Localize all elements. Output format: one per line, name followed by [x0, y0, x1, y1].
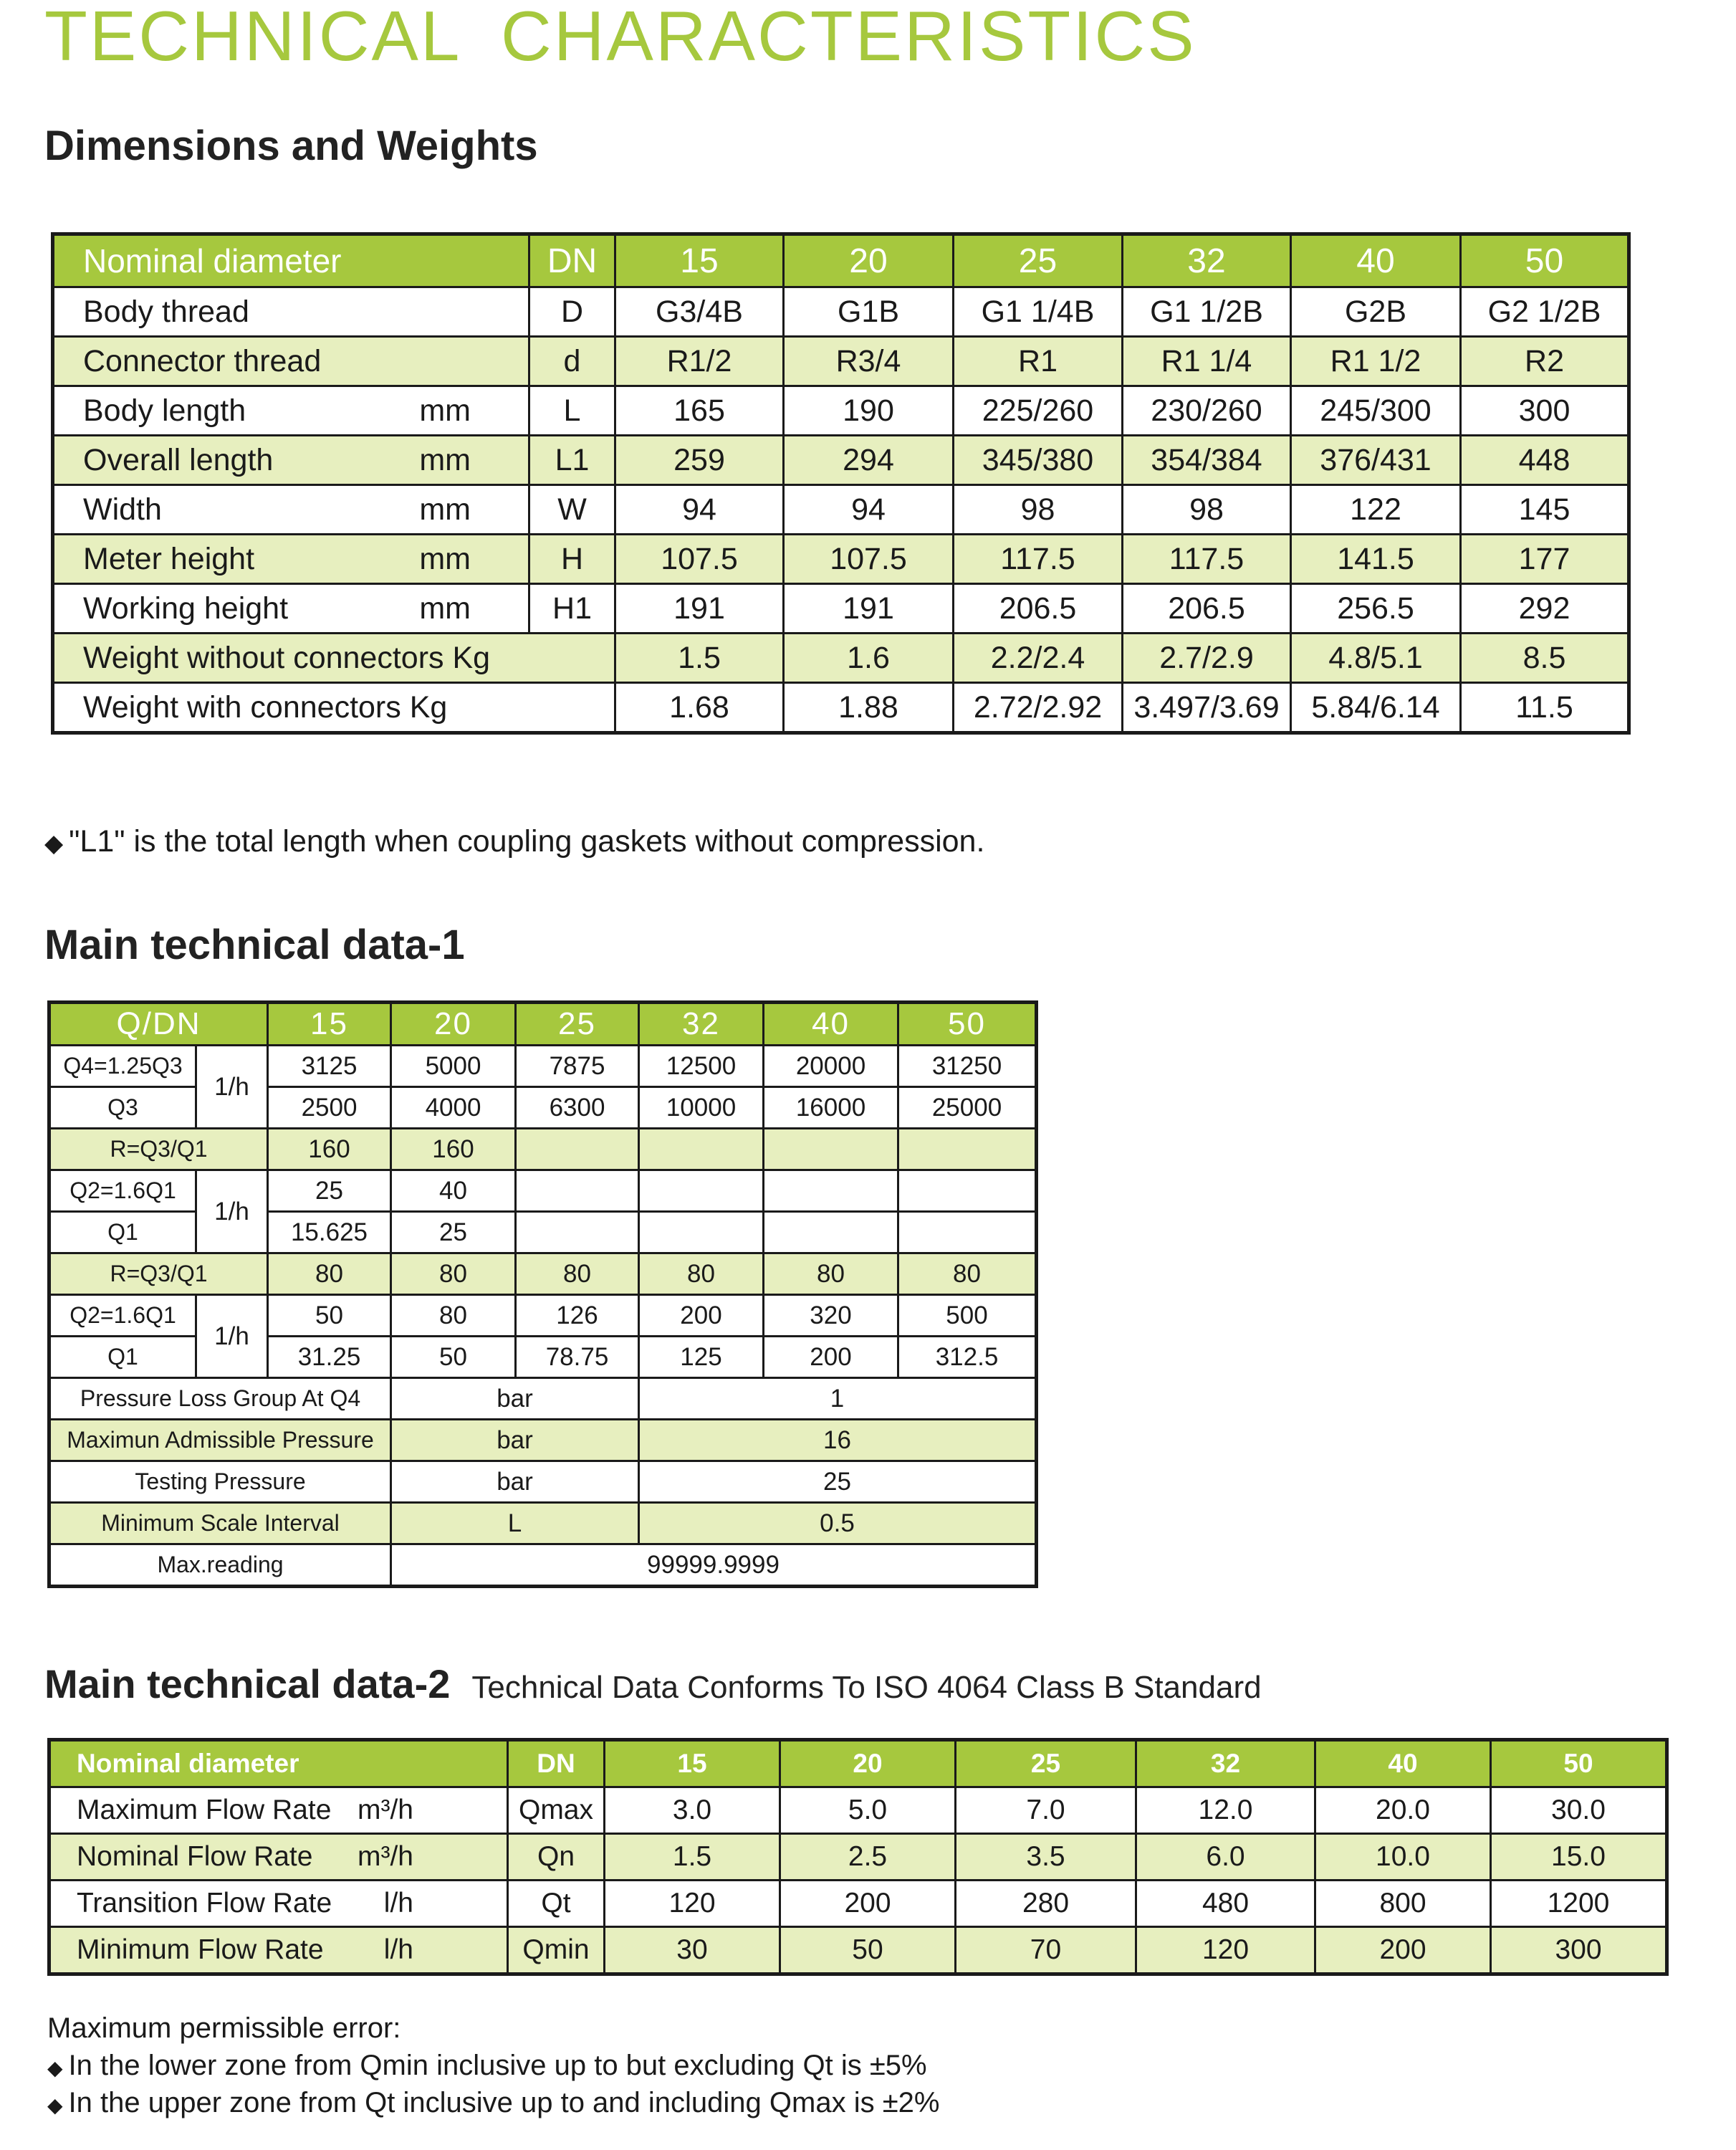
value-cell: R2	[1461, 337, 1629, 386]
value-cell: 25000	[898, 1087, 1037, 1129]
row-label: Working height mm	[53, 584, 529, 634]
value-cell: 126	[516, 1295, 639, 1337]
data2-subtitle: Technical Data Conforms To ISO 4064 Class B Standard	[471, 1670, 1262, 1705]
value-cell: 3125	[268, 1046, 391, 1087]
value-cell: R1/2	[615, 337, 784, 386]
header-cell: 25	[516, 1003, 639, 1046]
value-cell: 200	[764, 1337, 898, 1378]
row-label: Minimum Flow Rate l/h	[49, 1927, 508, 1974]
row-label: Q2=1.6Q1	[49, 1295, 196, 1337]
diamond-bullet-icon: ◆	[44, 830, 64, 857]
value-cell: 98	[1123, 485, 1291, 535]
symbol-cell: Qmin	[508, 1927, 605, 1974]
value-cell: 5000	[391, 1046, 516, 1087]
row-label: Nominal Flow Rate m³/h	[49, 1834, 508, 1881]
value-cell: 259	[615, 436, 784, 485]
value-cell: 12500	[639, 1046, 764, 1087]
header-cell: 40	[1315, 1740, 1491, 1787]
table-row	[49, 1129, 1037, 1170]
value-cell: 2.7/2.9	[1123, 634, 1291, 683]
symbol-cell: D	[529, 287, 615, 337]
value-cell: R1 1/4	[1123, 337, 1291, 386]
value-cell: 117.5	[954, 535, 1123, 584]
value-cell: 256.5	[1291, 584, 1461, 634]
unit-cell: 1/h	[196, 1295, 268, 1378]
symbol-cell: H	[529, 535, 615, 584]
value-cell	[898, 1170, 1037, 1212]
value-cell	[639, 1129, 764, 1170]
value-cell: 120	[605, 1881, 780, 1927]
header-cell: 40	[1291, 234, 1461, 287]
value-cell: 94	[615, 485, 784, 535]
value-cell: 294	[784, 436, 954, 485]
header-cell: 50	[1491, 1740, 1667, 1787]
param-value: 0.5	[639, 1503, 1037, 1544]
error-heading: Maximum permissible error:	[47, 2012, 401, 2044]
value-cell	[898, 1212, 1037, 1253]
data2-heading	[44, 1661, 1262, 1707]
table-row	[53, 436, 1629, 485]
value-cell: 2500	[268, 1087, 391, 1129]
unit-label: l/h	[383, 1888, 413, 1919]
row-label: Q3	[49, 1087, 196, 1129]
value-cell: 1.5	[605, 1834, 780, 1881]
header-cell: 50	[898, 1003, 1037, 1046]
value-cell: 160	[391, 1129, 516, 1170]
value-cell: 6.0	[1136, 1834, 1315, 1881]
value-cell: 11.5	[1461, 683, 1629, 733]
value-cell: 300	[1491, 1927, 1667, 1974]
value-cell: 80	[391, 1253, 516, 1295]
technical-data-1-table	[47, 1000, 1038, 1588]
value-cell: G1B	[784, 287, 954, 337]
value-cell: 80	[268, 1253, 391, 1295]
value-cell	[516, 1129, 639, 1170]
value-cell: 7.0	[956, 1787, 1136, 1834]
value-cell: 10000	[639, 1087, 764, 1129]
value-cell: 1.68	[615, 683, 784, 733]
param-unit: L	[391, 1503, 639, 1544]
value-cell: 50	[780, 1927, 956, 1974]
unit-label: mm	[419, 492, 471, 527]
table-row	[49, 1046, 1037, 1087]
table-row	[53, 683, 1629, 733]
table-row	[49, 1544, 1037, 1587]
symbol-cell: L	[529, 386, 615, 436]
error-item: ◆ In the upper zone from Qt inclusive up to and including Qmax is ±2%	[47, 2087, 940, 2118]
header-cell: 25	[956, 1740, 1136, 1787]
row-label: Width mm	[53, 485, 529, 535]
unit-label: mm	[419, 442, 471, 477]
unit-label: m³/h	[358, 1841, 413, 1872]
max-reading-label: Max.reading	[49, 1544, 391, 1587]
error-item: ◆ In the lower zone from Qmin inclusive up to but excluding Qt is ±5%	[47, 2050, 927, 2081]
value-cell	[898, 1129, 1037, 1170]
value-cell: 3.0	[605, 1787, 780, 1834]
value-cell: 206.5	[1123, 584, 1291, 634]
value-cell	[516, 1170, 639, 1212]
value-cell: G3/4B	[615, 287, 784, 337]
value-cell	[639, 1212, 764, 1253]
value-cell: 448	[1461, 436, 1629, 485]
value-cell: 107.5	[615, 535, 784, 584]
value-cell: 200	[780, 1881, 956, 1927]
value-cell: 25	[391, 1212, 516, 1253]
row-label: Overall length mm	[53, 436, 529, 485]
value-cell: 8.5	[1461, 634, 1629, 683]
value-cell: 200	[1315, 1927, 1491, 1974]
value-cell: G2 1/2B	[1461, 287, 1629, 337]
value-cell: 2.2/2.4	[954, 634, 1123, 683]
symbol-cell: L1	[529, 436, 615, 485]
value-cell: 80	[764, 1253, 898, 1295]
value-cell: 5.0	[780, 1787, 956, 1834]
value-cell: 3.497/3.69	[1123, 683, 1291, 733]
value-cell: 20000	[764, 1046, 898, 1087]
row-label: Q2=1.6Q1	[49, 1170, 196, 1212]
value-cell: 12.0	[1136, 1787, 1315, 1834]
header-cell: 40	[764, 1003, 898, 1046]
value-cell: 107.5	[784, 535, 954, 584]
value-cell: 80	[898, 1253, 1037, 1295]
table-row	[53, 485, 1629, 535]
data2-title: Main technical data-2	[44, 1661, 451, 1706]
value-cell	[764, 1170, 898, 1212]
value-cell: 1.5	[615, 634, 784, 683]
row-label: R=Q3/Q1	[49, 1253, 268, 1295]
value-cell: 117.5	[1123, 535, 1291, 584]
value-cell: 10.0	[1315, 1834, 1491, 1881]
header-cell: 32	[639, 1003, 764, 1046]
table-row	[49, 1834, 1667, 1881]
table-row	[53, 535, 1629, 584]
value-cell: 376/431	[1291, 436, 1461, 485]
unit-label: mm	[419, 541, 471, 576]
value-cell: 4000	[391, 1087, 516, 1129]
value-cell: 320	[764, 1295, 898, 1337]
table-row	[53, 584, 1629, 634]
value-cell: 30.0	[1491, 1787, 1667, 1834]
value-cell: 3.5	[956, 1834, 1136, 1881]
value-cell	[764, 1129, 898, 1170]
symbol-cell: H1	[529, 584, 615, 634]
table-row	[49, 1927, 1667, 1974]
value-cell: 7875	[516, 1046, 639, 1087]
table-row	[49, 1787, 1667, 1834]
table-row	[49, 1170, 1037, 1212]
technical-data-2-table	[47, 1738, 1669, 1976]
header-cell: DN	[529, 234, 615, 287]
value-cell: 345/380	[954, 436, 1123, 485]
row-label: Body thread	[53, 287, 529, 337]
value-cell: 245/300	[1291, 386, 1461, 436]
row-label: Weight without connectors Kg	[53, 634, 615, 683]
symbol-cell: Qmax	[508, 1787, 605, 1834]
row-label: R=Q3/Q1	[49, 1129, 268, 1170]
page-title: TECHNICAL CHARACTERISTICS	[44, 0, 1197, 75]
value-cell: 80	[639, 1253, 764, 1295]
param-label: Maximun Admissible Pressure	[49, 1420, 391, 1461]
table-row	[49, 1378, 1037, 1420]
diamond-bullet-icon: ◆	[47, 2094, 63, 2116]
value-cell: 206.5	[954, 584, 1123, 634]
header-cell: 15	[268, 1003, 391, 1046]
value-cell: 120	[1136, 1927, 1315, 1974]
value-cell: 225/260	[954, 386, 1123, 436]
value-cell: 15.0	[1491, 1834, 1667, 1881]
value-cell: G2B	[1291, 287, 1461, 337]
value-cell: 145	[1461, 485, 1629, 535]
symbol-cell: Qt	[508, 1881, 605, 1927]
value-cell: 80	[516, 1253, 639, 1295]
value-cell: 160	[268, 1129, 391, 1170]
header-cell: 20	[391, 1003, 516, 1046]
value-cell: 190	[784, 386, 954, 436]
value-cell: 4.8/5.1	[1291, 634, 1461, 683]
max-reading-value: 99999.9999	[391, 1544, 1037, 1587]
header-cell: Nominal diameter	[49, 1740, 508, 1787]
value-cell: 800	[1315, 1881, 1491, 1927]
value-cell: 25	[268, 1170, 391, 1212]
value-cell: 300	[1461, 386, 1629, 436]
unit-cell: 1/h	[196, 1170, 268, 1253]
header-cell: 20	[780, 1740, 956, 1787]
unit-label: mm	[419, 591, 471, 626]
param-unit: bar	[391, 1420, 639, 1461]
param-value: 16	[639, 1420, 1037, 1461]
table-header-row	[53, 234, 1629, 287]
unit-label: mm	[419, 393, 471, 428]
value-cell: 6300	[516, 1087, 639, 1129]
row-label: Q4=1.25Q3	[49, 1046, 196, 1087]
dimension-note	[44, 824, 984, 859]
value-cell: R1 1/2	[1291, 337, 1461, 386]
row-label: Meter height mm	[53, 535, 529, 584]
table-row	[53, 337, 1629, 386]
param-label: Minimum Scale Interval	[49, 1503, 391, 1544]
value-cell: 354/384	[1123, 436, 1291, 485]
table-row	[53, 386, 1629, 436]
value-cell: 40	[391, 1170, 516, 1212]
value-cell: 200	[639, 1295, 764, 1337]
value-cell	[639, 1170, 764, 1212]
symbol-cell: Qn	[508, 1834, 605, 1881]
row-label: Q1	[49, 1212, 196, 1253]
value-cell: 50	[391, 1337, 516, 1378]
header-cell: 50	[1461, 234, 1629, 287]
header-cell: 32	[1123, 234, 1291, 287]
value-cell: 5.84/6.14	[1291, 683, 1461, 733]
value-cell: 191	[784, 584, 954, 634]
param-label: Pressure Loss Group At Q4	[49, 1378, 391, 1420]
value-cell: 280	[956, 1881, 1136, 1927]
table-header-row	[49, 1003, 1037, 1046]
table-row	[49, 1295, 1037, 1337]
value-cell: R1	[954, 337, 1123, 386]
header-cell: 25	[954, 234, 1123, 287]
row-label: Connector thread	[53, 337, 529, 386]
header-cell: Nominal diameter	[53, 234, 529, 287]
value-cell: 230/260	[1123, 386, 1291, 436]
row-label: Body length mm	[53, 386, 529, 436]
table-row	[53, 287, 1629, 337]
value-cell: 50	[268, 1295, 391, 1337]
dimensions-heading: Dimensions and Weights	[44, 123, 538, 169]
value-cell: 2.72/2.92	[954, 683, 1123, 733]
note-text: "L1" is the total length when coupling gaskets without compression.	[69, 824, 985, 859]
value-cell: 80	[391, 1295, 516, 1337]
param-value: 25	[639, 1461, 1037, 1503]
table-row	[49, 1420, 1037, 1461]
value-cell: 1.88	[784, 683, 954, 733]
value-cell: 125	[639, 1337, 764, 1378]
value-cell: 141.5	[1291, 535, 1461, 584]
dimensions-table	[51, 232, 1631, 735]
value-cell: 177	[1461, 535, 1629, 584]
row-label: Q1	[49, 1337, 196, 1378]
value-cell: 78.75	[516, 1337, 639, 1378]
value-cell: 31250	[898, 1046, 1037, 1087]
value-cell: 15.625	[268, 1212, 391, 1253]
value-cell: 480	[1136, 1881, 1315, 1927]
param-label: Testing Pressure	[49, 1461, 391, 1503]
param-unit: bar	[391, 1461, 639, 1503]
unit-cell: 1/h	[196, 1046, 268, 1129]
row-label: Transition Flow Rate l/h	[49, 1881, 508, 1927]
table-row	[49, 1503, 1037, 1544]
value-cell	[764, 1212, 898, 1253]
value-cell: 500	[898, 1295, 1037, 1337]
value-cell: 312.5	[898, 1337, 1037, 1378]
param-unit: bar	[391, 1378, 639, 1420]
row-label: Maximum Flow Rate m³/h	[49, 1787, 508, 1834]
diamond-bullet-icon: ◆	[47, 2057, 63, 2079]
value-cell: 122	[1291, 485, 1461, 535]
header-cell: 15	[605, 1740, 780, 1787]
symbol-cell: W	[529, 485, 615, 535]
table-header-row	[49, 1740, 1667, 1787]
value-cell: 30	[605, 1927, 780, 1974]
value-cell: R3/4	[784, 337, 954, 386]
value-cell: 1200	[1491, 1881, 1667, 1927]
value-cell: 20.0	[1315, 1787, 1491, 1834]
value-cell: 16000	[764, 1087, 898, 1129]
value-cell: 98	[954, 485, 1123, 535]
header-cell: DN	[508, 1740, 605, 1787]
value-cell: 70	[956, 1927, 1136, 1974]
header-cell: 20	[784, 234, 954, 287]
table-row	[53, 634, 1629, 683]
value-cell: 1.6	[784, 634, 954, 683]
param-value: 1	[639, 1378, 1037, 1420]
unit-label: l/h	[383, 1934, 413, 1965]
data1-heading: Main technical data-1	[44, 922, 465, 968]
header-cell: Q/DN	[49, 1003, 268, 1046]
value-cell: 94	[784, 485, 954, 535]
value-cell: 191	[615, 584, 784, 634]
table-row	[49, 1881, 1667, 1927]
header-cell: 32	[1136, 1740, 1315, 1787]
table-row	[49, 1253, 1037, 1295]
value-cell: 292	[1461, 584, 1629, 634]
table-row	[49, 1461, 1037, 1503]
value-cell: 2.5	[780, 1834, 956, 1881]
symbol-cell: d	[529, 337, 615, 386]
header-cell: 15	[615, 234, 784, 287]
value-cell: G1 1/4B	[954, 287, 1123, 337]
value-cell: 165	[615, 386, 784, 436]
value-cell	[516, 1212, 639, 1253]
value-cell: G1 1/2B	[1123, 287, 1291, 337]
value-cell: 31.25	[268, 1337, 391, 1378]
unit-label: m³/h	[358, 1795, 413, 1825]
row-label: Weight with connectors Kg	[53, 683, 615, 733]
